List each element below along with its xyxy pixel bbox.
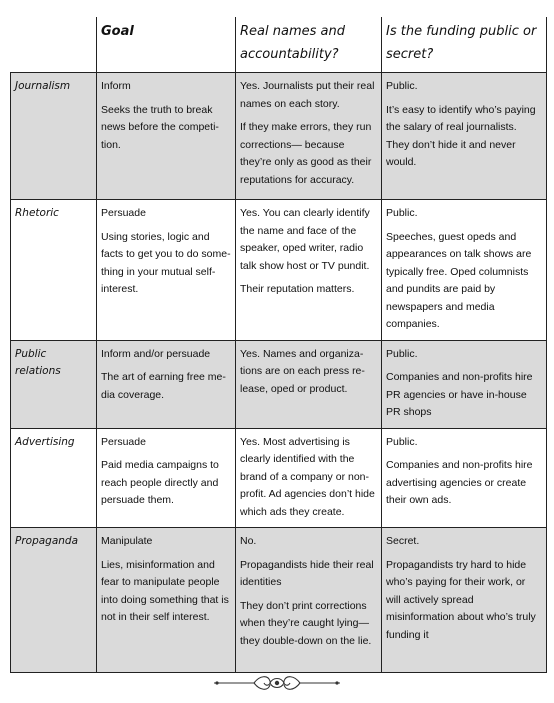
cell-funding (382, 73, 547, 200)
table-row (11, 528, 547, 673)
header-goal: Goal (97, 17, 236, 73)
row-label: Journalism (11, 73, 97, 200)
cell-paragraph: No. (240, 535, 257, 547)
flourish-divider-icon (212, 671, 342, 700)
cell-goal (97, 200, 236, 341)
cell-paragraph: The art of earning free media coverage. (101, 371, 226, 401)
cell-paragraph: Companies and non-profits hire PR agencies or have in-house PR shops (386, 371, 533, 418)
table-row (11, 340, 547, 428)
cell-paragraph: Companies and non-profits hire advertising agencies or create their own ads. (386, 459, 533, 506)
cell-paragraph: Yes. Journalists put their real names on each story. (240, 80, 375, 110)
cell-paragraph: Propagandists hide their real identities (240, 558, 374, 588)
cell-accountability (236, 340, 382, 428)
row-label: Public relations (11, 340, 97, 428)
cell-paragraph: Public. (386, 347, 418, 360)
cell-paragraph: They don’t print corrections when they’re caught lying— they double-down on the lie. (240, 599, 372, 647)
cell-goal (97, 528, 236, 673)
cell-paragraph: Public. (386, 80, 418, 92)
cell-paragraph: Persuade (101, 207, 146, 219)
row-label: Rhetoric (11, 200, 97, 341)
header-funding: Is the funding public or secret? (382, 17, 547, 73)
table-row (11, 428, 547, 528)
cell-paragraph: Speeches, guest opeds and appearances on talk shows are typically free. Oped columnists and pundits are paid by newspapers and media companies. (386, 230, 532, 330)
cell-accountability (236, 73, 382, 200)
cell-paragraph: Paid media campaigns to reach people directly and persuade them. (101, 459, 219, 506)
table-row (11, 73, 547, 200)
cell-goal (97, 340, 236, 428)
comparison-table (10, 17, 547, 673)
cell-paragraph: Propagandists try hard to hide who’s paying for their work, or will actively spread misinformation about who’s truly funding it (386, 558, 536, 641)
header-blank (11, 17, 97, 73)
cell-paragraph: Yes. Names and organizations are on each press release, oped or product. (240, 347, 365, 395)
header-accountability: Real names and accountability? (236, 17, 382, 73)
cell-funding (382, 528, 547, 673)
cell-paragraph: Inform and/or persuade (101, 347, 211, 360)
cell-paragraph: Secret. (386, 535, 420, 547)
cell-paragraph: Yes. Most advertising is clearly identified with the brand of a company or non-profit. Ad agencies don’t hide which ads they create. (240, 435, 375, 518)
header-row (11, 17, 547, 73)
cell-paragraph: It’s easy to identify who’s paying the salary of real journalists. They don’t hide it and never would. (386, 103, 536, 168)
cell-funding (382, 428, 547, 528)
cell-paragraph: Lies, misinformation and fear to manipulate people into doing something that is not in their self interest. (101, 558, 229, 623)
cell-goal (97, 428, 236, 528)
cell-paragraph: Seeks the truth to break news before the competition. (101, 103, 219, 151)
cell-paragraph: Manipulate (101, 535, 153, 547)
row-label: Advertising (11, 428, 97, 528)
cell-paragraph: Yes. You can clearly identify the name and face of the speaker, oped writer, radio talk show host or TV pundit. (240, 207, 370, 272)
row-label: Propaganda (11, 528, 97, 673)
table-row (11, 200, 547, 341)
cell-paragraph: Their reputation matters. (240, 283, 355, 295)
cell-funding (382, 340, 547, 428)
cell-paragraph: If they make errors, they run corrections— because they’re only as good as their reputations for accuracy. (240, 121, 372, 186)
cell-funding (382, 200, 547, 341)
cell-paragraph: Public. (386, 207, 418, 219)
cell-paragraph: Public. (386, 435, 418, 448)
cell-accountability (236, 200, 382, 341)
cell-paragraph: Persuade (101, 435, 146, 448)
cell-accountability (236, 428, 382, 528)
cell-goal (97, 73, 236, 200)
cell-paragraph: Using stories, logic and facts to get you to do something in your mutual self-interest. (101, 230, 231, 295)
cell-paragraph: Inform (101, 80, 131, 92)
cell-accountability (236, 528, 382, 673)
